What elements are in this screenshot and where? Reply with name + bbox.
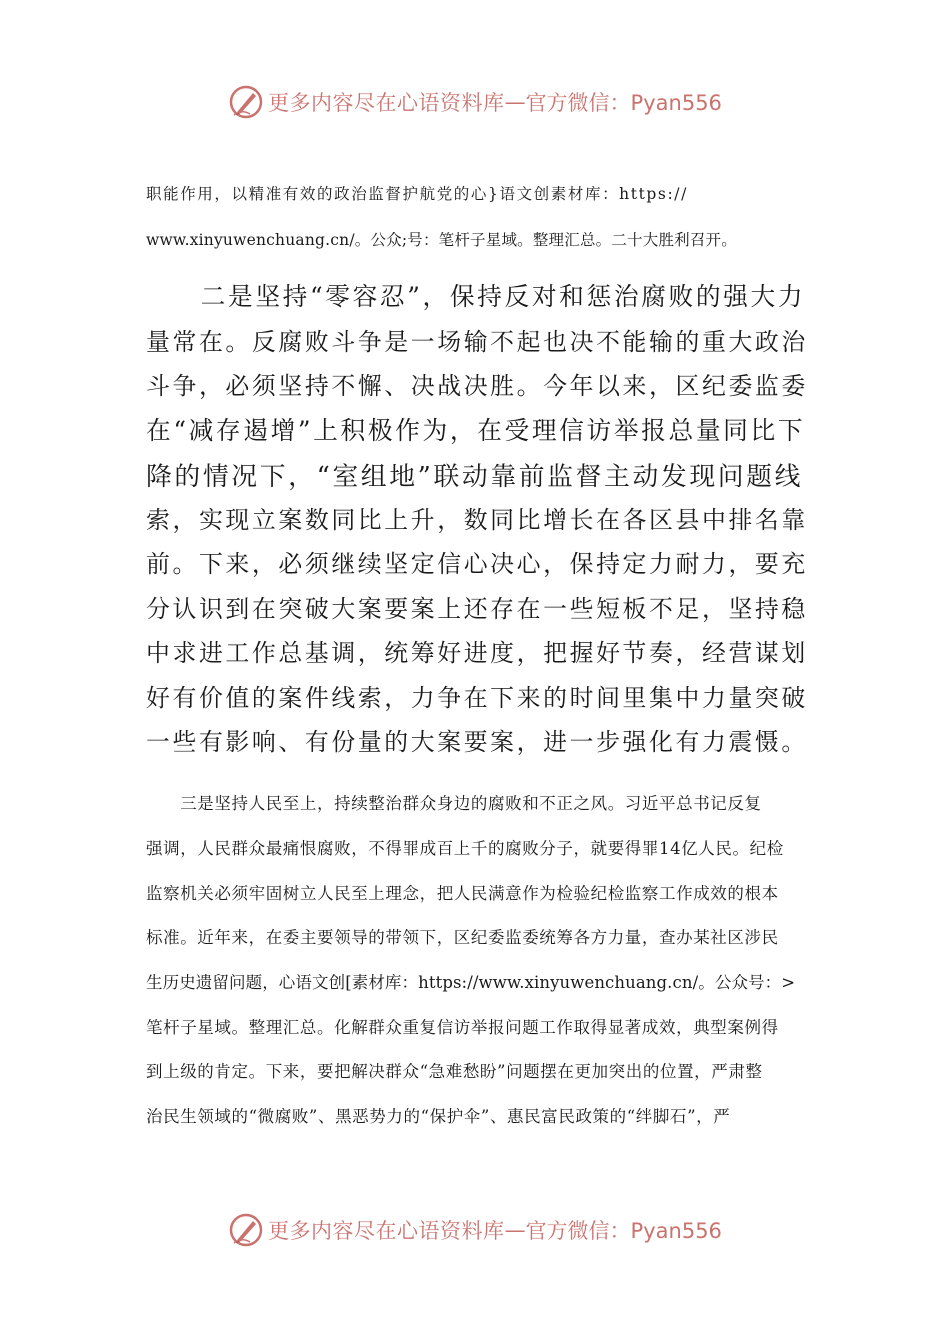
banner-separator: — (504, 1218, 526, 1242)
section-two-line: 斗争，必须坚持不懈、决战决胜。今年以来，区纪委监委 (146, 372, 808, 400)
section-two-line: 索，实现立案数同比上升，数同比增长在各区县中排名靠 (146, 506, 808, 534)
footer-banner (0, 1208, 950, 1252)
pen-logo-icon (228, 84, 264, 120)
section-two-line: 在“减存遏增”上积极作为，在受理信访举报总量同比下 (146, 416, 806, 445)
section-two-line: 分认识到在突破大案要案上还存在一些短板不足，坚持稳 (146, 595, 808, 623)
section-two-line: 降的情况下，“室组地”联动靠前监督主动发现问题线 (146, 462, 804, 492)
section-three-line: 强调，人民群众最痛恨腐败，不得罪成百上千的腐败分子，就要得罪14亿人民。纪检 (146, 839, 784, 858)
section-three-line: 标准。近年来，在委主要领导的带领下，区纪委监委统筹各方力量，查办某社区涉民 (146, 928, 779, 947)
section-two-line: 二是坚持“零容忍”，保持反对和惩治腐败的强大力 (146, 282, 806, 311)
banner-separator: — (504, 90, 526, 114)
section-three-line: 三是坚持人民至上，持续整治群众身边的腐败和不正之风。习近平总书记反复 (146, 794, 762, 813)
intro-line: www.xinyuwenchuang.cn/。公众;号：笔杆子星域。整理汇总。二十大胜利召开。 (146, 231, 737, 249)
banner-contact-text: 官方微信：Pyan556 (525, 91, 722, 115)
section-three-line: 到上级的肯定。下来，要把解决群众“急难愁盼”问题摆在更加突出的位置，严肃整 (146, 1062, 763, 1081)
banner-brand-text: 更多内容尽在心语资料库 (268, 1219, 505, 1243)
section-three-line: 生历史遗留问题，心语文创[素材库：https://www.xinyuwenchuang.cn/。公众号：> (146, 973, 796, 992)
section-two-line: 量常在。反腐败斗争是一场输不起也决不能输的重大政治 (146, 328, 808, 356)
section-three-line: 治民生领域的“微腐败”、黑恶势力的“保护伞”、惠民富民政策的“绊脚石”，严 (146, 1107, 731, 1126)
header-banner (0, 80, 950, 124)
section-two-line: 前。下来，必须继续坚定信心决心，保持定力耐力，要充 (146, 550, 808, 578)
section-two-line: 好有价值的案件线索，力争在下来的时间里集中力量突破 (146, 684, 808, 712)
section-two-line: 中求进工作总基调，统筹好进度，把握好节奏，经营谋划 (146, 639, 808, 667)
intro-line: 职能作用，以精准有效的政治监督护航党的心}语文创素材库：https:// (146, 185, 688, 203)
section-two-line: 一些有影响、有份量的大案要案，进一步强化有力震慑。 (146, 728, 808, 756)
section-three-line: 监察机关必须牢固树立人民至上理念，把人民满意作为检验纪检监察工作成效的根本 (146, 884, 779, 903)
banner-contact-text: 官方微信：Pyan556 (525, 1219, 722, 1243)
banner-brand-text: 更多内容尽在心语资料库 (268, 91, 505, 115)
pen-logo-icon (228, 1212, 264, 1248)
section-three-line: 笔杆子星域。整理汇总。化解群众重复信访举报问题工作取得显著成效，典型案例得 (146, 1018, 779, 1037)
